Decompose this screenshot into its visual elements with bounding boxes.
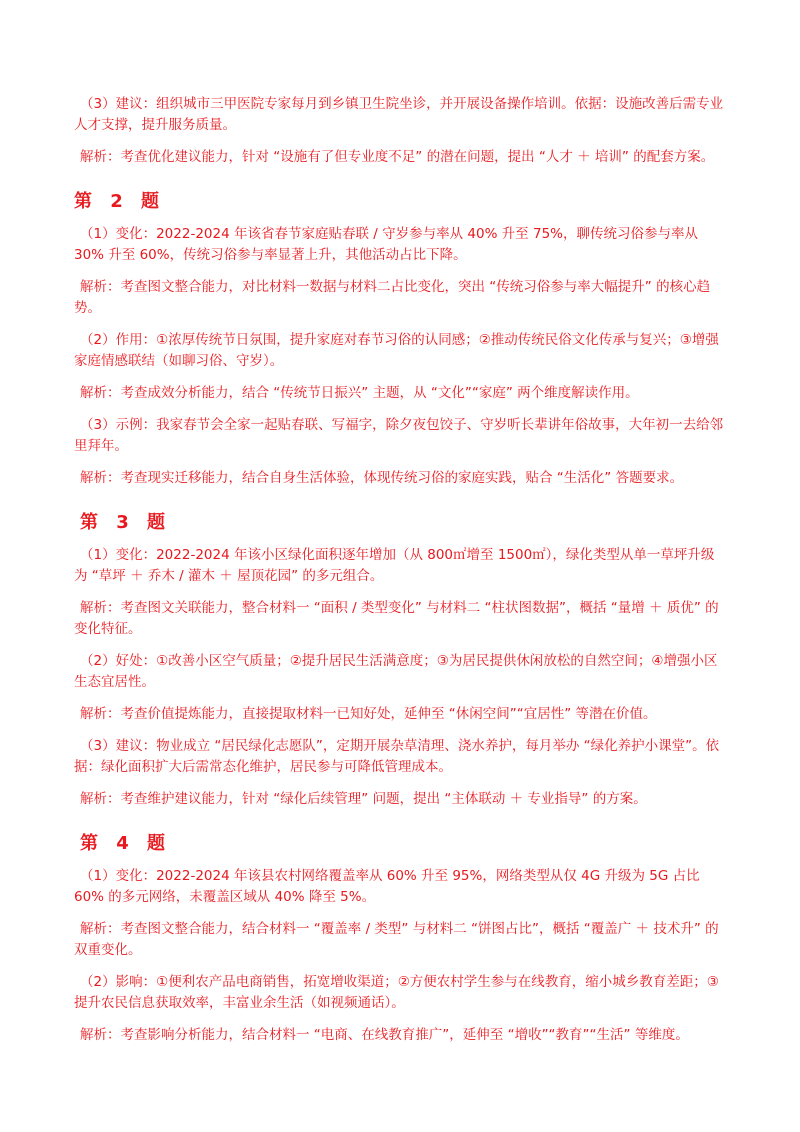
section-question-4	[74, 832, 726, 1046]
section-1-continued	[74, 94, 726, 168]
paragraph: （2）好处：①改善小区空气质量；②提升居民生活满意度；③为居民提供休闲放松的自然空间；④增强小区生态宜居性。	[74, 653, 718, 690]
paragraph: （3）建议：组织城市三甲医院专家每月到乡镇卫生院坐诊，并开展设备操作培训。依据：设施改善后需专业人才支撑，提升服务质量。	[74, 96, 724, 133]
section-heading: 第 3 题	[80, 512, 172, 533]
paragraph: （1）变化：2022-2024 年该小区绿化面积逐年增加（从 800㎡增至 1500㎡），绿化类型从单一草坪升级为 “草坪 ＋ 乔木 / 灌木 ＋ 屋顶花园” 的多元组合。	[74, 547, 715, 584]
paragraph: 解析：考查图文整合能力，对比材料一数据与材料二占比变化，突出 “传统习俗参与率大幅提升” 的核心趋势。	[74, 279, 711, 316]
paragraph: 解析：考查图文整合能力，结合材料一 “覆盖率 / 类型” 与材料二 “饼图占比”，概括 “覆盖广 ＋ 技术升” 的双重变化。	[74, 921, 719, 958]
paragraph: （1）变化：2022-2024 年该县农村网络覆盖率从 60% 升至 95%，网络类型从仅 4G 升级为 5G 占比 60% 的多元网络，未覆盖区域从 40% 降至 5%。	[74, 868, 704, 905]
paragraph: 解析：考查影响分析能力，结合材料一 “电商、在线教育推广”，延伸至 “增收”“教育”“生活” 等维度。	[80, 1027, 689, 1043]
paragraph: 解析：考查价值提炼能力，直接提取材料一已知好处，延伸至 “休闲空间”“宜居性” 等潜在价值。	[80, 706, 657, 722]
document-page	[74, 94, 726, 1057]
paragraph: 解析：考查成效分析能力，结合 “传统节日振兴” 主题，从 “文化”“家庭” 两个维度解读作用。	[80, 385, 639, 401]
paragraph: （2）作用：①浓厚传统节日氛围，提升家庭对春节习俗的认同感；②推动传统民俗文化传承与复兴；③增强家庭情感联结（如聊习俗、守岁）。	[74, 332, 719, 369]
paragraph: （2）影响：①便利农产品电商销售，拓宽增收渠道；②方便农村学生参与在线教育，缩小城乡教育差距；③提升农民信息获取效率，丰富业余生活（如视频通话）。	[74, 974, 719, 1011]
paragraph: 解析：考查维护建议能力，针对 “绿化后续管理” 问题，提出 “主体联动 ＋ 专业指导” 的方案。	[80, 791, 647, 807]
paragraph: 解析：考查图文关联能力，整合材料一 “面积 / 类型变化” 与材料二 “柱状图数据”，概括 “量增 ＋ 质优” 的变化特征。	[74, 600, 719, 637]
paragraph: 解析：考查现实迁移能力，结合自身生活体验，体现传统习俗的家庭实践，贴合 “生活化” 答题要求。	[80, 470, 684, 486]
paragraph: （3）建议：物业成立 “居民绿化志愿队”，定期开展杂草清理、浇水养护，每月举办 “绿化养护小课堂”。依据：绿化面积扩大后需常态化维护，居民参与可降低管理成本。	[74, 738, 720, 775]
section-question-3	[74, 511, 726, 810]
paragraph: （1）变化：2022-2024 年该省春节家庭贴春联 / 守岁参与率从 40% 升至 75%，聊传统习俗参与率从 30% 升至 60%，传统习俗参与率显著上升，其他活动占比下降。	[74, 226, 703, 263]
paragraph: 解析：考查优化建议能力，针对 “设施有了但专业度不足” 的潜在问题，提出 “人才 ＋ 培训” 的配套方案。	[80, 149, 715, 165]
paragraph: （3）示例：我家春节会全家一起贴春联、写福字，除夕夜包饺子、守岁听长辈讲年俗故事，大年初一去给邻里拜年。	[74, 417, 724, 454]
section-heading: 第 2 题	[74, 191, 166, 212]
section-heading: 第 4 题	[80, 833, 172, 854]
section-question-2	[74, 190, 726, 489]
